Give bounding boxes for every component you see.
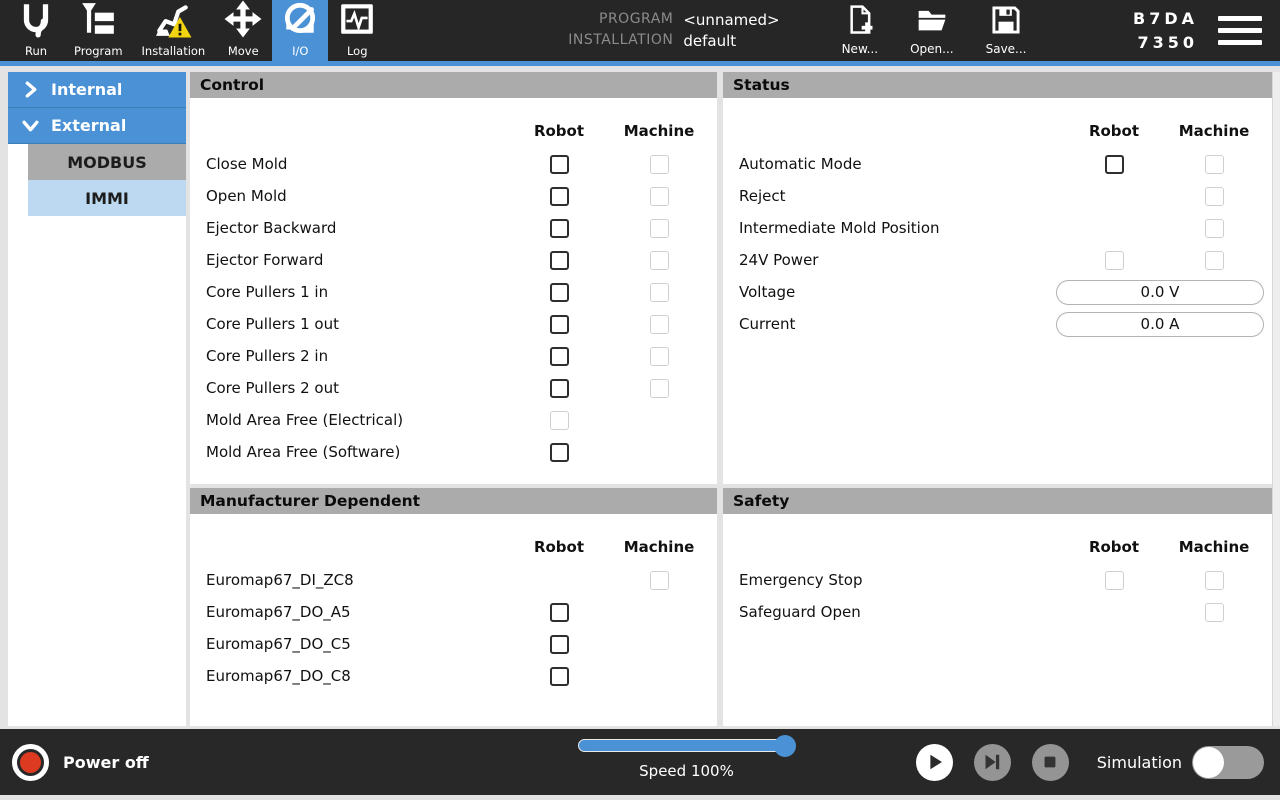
- new-file-icon: [845, 5, 875, 39]
- open-folder-icon: [917, 5, 947, 39]
- file-actions: [842, 5, 1059, 56]
- speed-slider[interactable]: [578, 738, 795, 753]
- file-action-label: Open...: [910, 42, 954, 56]
- power-status-label: Power off: [63, 752, 149, 772]
- io-row-label: Core Pullers 1 in: [206, 283, 329, 301]
- io-main-area: [0, 66, 1280, 729]
- io-row-label: Automatic Mode: [739, 155, 862, 173]
- ur-logo-icon: [17, 0, 55, 44]
- core-pullers-1-in-machine-checkbox: [650, 283, 669, 302]
- euromap67-di-zc8-machine-checkbox: [650, 571, 669, 590]
- tab-label: Installation: [141, 44, 206, 58]
- step-button[interactable]: [974, 744, 1011, 781]
- io-row-current: [723, 308, 1272, 340]
- serial-line-1: B7DA: [1133, 9, 1198, 29]
- bottom-status-bar: [0, 729, 1280, 795]
- io-row-ejector-backward: [190, 212, 717, 244]
- machine-column-header: Machine: [623, 538, 695, 556]
- save-button[interactable]: [986, 5, 1027, 56]
- io-row-label: Core Pullers 2 in: [206, 347, 329, 365]
- hamburger-bar: [1218, 16, 1262, 21]
- io-row-core-pullers-1-out: [190, 308, 717, 340]
- io-panels: [190, 72, 1272, 726]
- sidebar-item-immi[interactable]: [28, 180, 186, 216]
- play-icon: [921, 749, 947, 775]
- serial-line-2: 7350: [1137, 32, 1198, 52]
- sidebar-item-label: Internal: [51, 80, 123, 99]
- io-row-automatic-mode: [723, 148, 1272, 180]
- power-off-red-dot: [20, 752, 41, 773]
- io-row-label: Euromap67_DO_C8: [206, 667, 351, 685]
- core-pullers-2-out-machine-checkbox: [650, 379, 669, 398]
- tab-label: I/O: [292, 44, 309, 58]
- section-title-manufacturer: Manufacturer Dependent: [190, 488, 717, 514]
- core-pullers-2-in-machine-checkbox: [650, 347, 669, 366]
- stop-icon: [1037, 749, 1063, 775]
- io-row-label: Euromap67_DO_C5: [206, 635, 351, 653]
- current-value-field: 0.0 A: [1056, 312, 1264, 337]
- machine-column-header: Machine: [1178, 538, 1250, 556]
- speed-slider-track[interactable]: [578, 739, 795, 752]
- io-row-label: Voltage: [739, 283, 796, 301]
- power-off-icon: [12, 744, 49, 781]
- core-pullers-2-in-robot-checkbox[interactable]: [550, 347, 569, 366]
- column-header-row: [190, 530, 717, 564]
- core-pullers-2-out-robot-checkbox[interactable]: [550, 379, 569, 398]
- io-row-label: Emergency Stop: [739, 571, 863, 589]
- io-row-label: Core Pullers 2 out: [206, 379, 339, 397]
- euromap67-do-a5-robot-checkbox[interactable]: [550, 603, 569, 622]
- machine-column-header: Machine: [623, 122, 695, 140]
- robot-column-header: Robot: [1088, 538, 1140, 556]
- safety-section-body: [723, 514, 1272, 726]
- io-row-ejector-forward: [190, 244, 717, 276]
- core-pullers-1-out-machine-checkbox: [650, 315, 669, 334]
- io-row-label: Reject: [739, 187, 786, 205]
- scrollbar-track[interactable]: [1272, 72, 1280, 726]
- sidebar-item-external[interactable]: [8, 108, 186, 144]
- io-row-label: Safeguard Open: [739, 603, 861, 621]
- tab-move[interactable]: [215, 0, 271, 61]
- program-name: <unnamed>: [683, 11, 780, 29]
- section-title-safety: Safety: [723, 488, 1272, 514]
- io-row-voltage: [723, 276, 1272, 308]
- safeguard-open-machine-checkbox: [1205, 603, 1224, 622]
- log-chart-icon: [338, 0, 376, 44]
- column-header-row: [723, 530, 1272, 564]
- io-row-core-pullers-2-out: [190, 372, 717, 404]
- speed-label: Speed 100%: [639, 762, 734, 780]
- ejector-backward-robot-checkbox[interactable]: [550, 219, 569, 238]
- euromap67-do-c8-robot-checkbox[interactable]: [550, 667, 569, 686]
- io-row-label: Open Mold: [206, 187, 287, 205]
- voltage-value-field: 0.0 V: [1056, 280, 1264, 305]
- io-row-euromap67-do-a5: [190, 596, 717, 628]
- 24v-power-machine-checkbox: [1205, 251, 1224, 270]
- io-row-label: Ejector Forward: [206, 251, 324, 269]
- sidebar-item-internal[interactable]: [8, 72, 186, 108]
- io-row-euromap67-do-c8: [190, 660, 717, 692]
- save-floppy-icon: [991, 5, 1021, 39]
- io-row-core-pullers-1-in: [190, 276, 717, 308]
- status-section-body: [723, 98, 1272, 484]
- io-row-label: Ejector Backward: [206, 219, 337, 237]
- io-circular-arrows-icon: [281, 0, 319, 44]
- io-row-open-mold: [190, 180, 717, 212]
- playback-controls: [895, 744, 1264, 781]
- open-mold-machine-checkbox: [650, 187, 669, 206]
- simulation-toggle-knob: [1193, 747, 1224, 778]
- manufacturer-dependent-section: [190, 488, 717, 726]
- io-row-safeguard-open: [723, 596, 1272, 628]
- close-mold-robot-checkbox[interactable]: [550, 155, 569, 174]
- automatic-mode-robot-checkbox[interactable]: [1105, 155, 1124, 174]
- simulation-toggle[interactable]: [1192, 746, 1264, 779]
- tab-label: Program: [74, 44, 123, 58]
- euromap67-do-c5-robot-checkbox[interactable]: [550, 635, 569, 654]
- tab-label: Run: [24, 44, 48, 58]
- io-row-label: Mold Area Free (Electrical): [206, 411, 404, 429]
- io-row-label: Intermediate Mold Position: [739, 219, 940, 237]
- io-row-intermediate-mold-position: [723, 212, 1272, 244]
- main-nav-tabs: [8, 0, 386, 61]
- move-arrows-icon: [224, 0, 262, 44]
- left-panel-column: [190, 72, 717, 726]
- robot-column-header: Robot: [533, 538, 585, 556]
- control-section-body: [190, 98, 717, 484]
- hamburger-bar: [1218, 40, 1262, 45]
- simulation-label: Simulation: [1096, 752, 1182, 772]
- sidebar-item-label: IMMI: [85, 188, 129, 208]
- robot-arm-warning-icon: [154, 0, 192, 44]
- tab-program[interactable]: [65, 0, 132, 61]
- hamburger-bar: [1218, 28, 1262, 33]
- machine-column-header: Machine: [1178, 122, 1250, 140]
- io-row-euromap67-do-c5: [190, 628, 717, 660]
- emergency-stop-machine-checkbox: [1205, 571, 1224, 590]
- core-pullers-1-out-robot-checkbox[interactable]: [550, 315, 569, 334]
- io-row-label: Mold Area Free (Software): [206, 443, 401, 461]
- io-row-euromap67-di-zc8: [190, 564, 717, 596]
- 24v-power-robot-checkbox: [1105, 251, 1124, 270]
- core-pullers-1-in-robot-checkbox[interactable]: [550, 283, 569, 302]
- mold-area-free-software-robot-checkbox[interactable]: [550, 443, 569, 462]
- sidebar-item-label: MODBUS: [67, 152, 147, 172]
- io-row-label: Euromap67_DO_A5: [206, 603, 351, 621]
- tab-run[interactable]: [8, 0, 64, 61]
- close-mold-machine-checkbox: [650, 155, 669, 174]
- step-forward-icon: [979, 749, 1005, 775]
- io-row-label: Current: [739, 315, 796, 333]
- ejector-backward-machine-checkbox: [650, 219, 669, 238]
- intermediate-mold-position-machine-checkbox: [1205, 219, 1224, 238]
- new-button[interactable]: [842, 5, 879, 56]
- open-mold-robot-checkbox[interactable]: [550, 187, 569, 206]
- program-installation-info: [568, 11, 779, 50]
- hamburger-menu-button[interactable]: [1218, 16, 1262, 45]
- control-section: [190, 72, 717, 484]
- speed-slider-thumb[interactable]: [774, 735, 796, 757]
- installation-label: INSTALLATION: [568, 32, 674, 48]
- emergency-stop-robot-checkbox: [1105, 571, 1124, 590]
- file-action-label: New...: [841, 42, 879, 56]
- speed-control: [578, 738, 795, 780]
- chevron-right-icon: [22, 81, 39, 98]
- stop-button[interactable]: [1032, 744, 1069, 781]
- installation-name: default: [683, 32, 737, 50]
- reject-machine-checkbox: [1205, 187, 1224, 206]
- status-section: [723, 72, 1272, 484]
- tab-installation[interactable]: [133, 0, 215, 61]
- play-button[interactable]: [916, 744, 953, 781]
- automatic-mode-machine-checkbox: [1205, 155, 1224, 174]
- safety-section: [723, 488, 1272, 726]
- io-row-mold-area-free-software: [190, 436, 717, 468]
- program-tree-icon: [79, 0, 117, 44]
- io-row-label: 24V Power: [739, 251, 819, 269]
- sidebar-item-label: External: [51, 116, 127, 135]
- tab-log[interactable]: [329, 0, 385, 61]
- right-panel-column: [723, 72, 1272, 726]
- robot-column-header: Robot: [533, 122, 585, 140]
- column-header-row: [190, 114, 717, 148]
- sidebar-item-modbus[interactable]: [28, 144, 186, 180]
- chevron-down-icon: [22, 117, 39, 134]
- io-row-close-mold: [190, 148, 717, 180]
- ejector-forward-robot-checkbox[interactable]: [550, 251, 569, 270]
- io-row-24v-power: [723, 244, 1272, 276]
- top-header-bar: [0, 0, 1280, 66]
- mold-area-free-electrical-robot-checkbox: [550, 411, 569, 430]
- program-label: PROGRAM: [599, 11, 674, 27]
- io-row-label: Close Mold: [206, 155, 288, 173]
- io-row-label: Core Pullers 1 out: [206, 315, 339, 333]
- io-row-emergency-stop: [723, 564, 1272, 596]
- open-button[interactable]: [910, 5, 954, 56]
- power-status-button[interactable]: [12, 744, 149, 781]
- ejector-forward-machine-checkbox: [650, 251, 669, 270]
- io-row-mold-area-free-electrical: [190, 404, 717, 436]
- io-sidebar: [8, 72, 186, 726]
- robot-column-header: Robot: [1088, 122, 1140, 140]
- io-row-label: Euromap67_DI_ZC8: [206, 571, 354, 589]
- io-row-reject: [723, 180, 1272, 212]
- section-title-status: Status: [723, 72, 1272, 98]
- io-row-core-pullers-2-in: [190, 340, 717, 372]
- tab-label: Log: [346, 44, 368, 58]
- tab-label: Move: [227, 44, 259, 58]
- file-action-label: Save...: [985, 42, 1027, 56]
- manufacturer-section-body: [190, 514, 717, 726]
- robot-serial-number: [1133, 7, 1198, 53]
- section-title-control: Control: [190, 72, 717, 98]
- column-header-row: [723, 114, 1272, 148]
- tab-io[interactable]: [272, 0, 328, 61]
